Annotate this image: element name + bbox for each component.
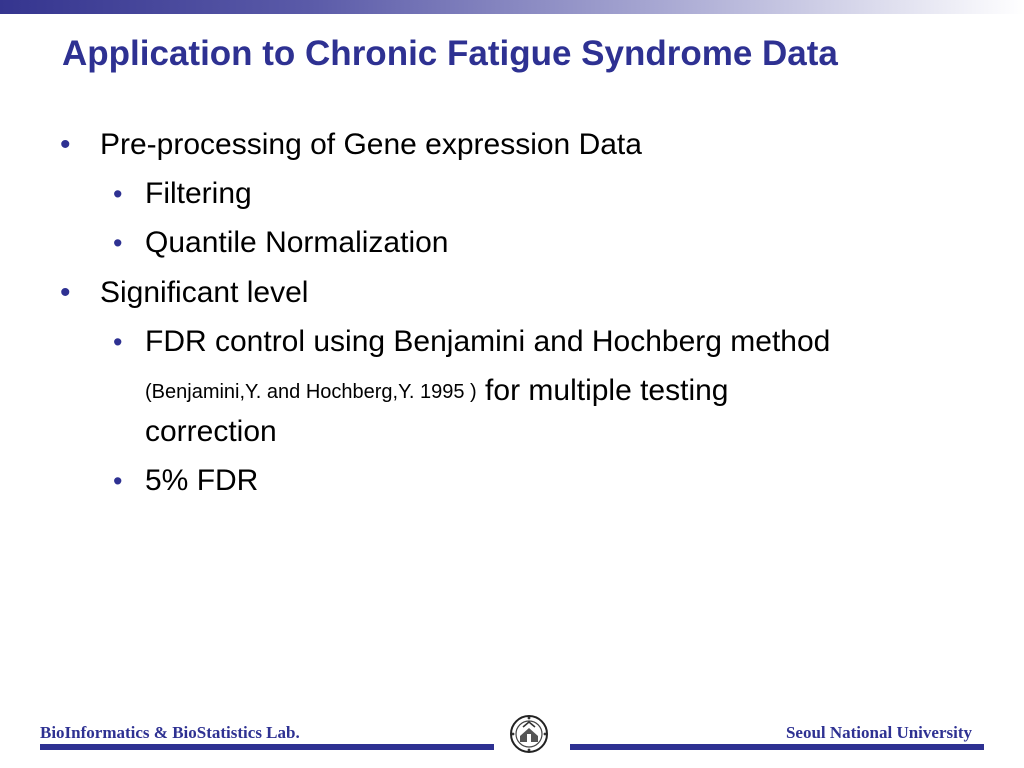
- bullet-marker: •: [113, 228, 123, 258]
- bullet-fdr-control-continued: [145, 373, 729, 410]
- footer-rule-left: [40, 744, 494, 750]
- citation-reference: (Benjamini,Y. and Hochberg,Y. 1995 ): [145, 381, 477, 403]
- footer-university-name: Seoul National University: [785, 723, 972, 742]
- bullet-fdr-control: FDR control using Benjamini and Hochberg method: [145, 325, 831, 358]
- bullet-marker: •: [113, 466, 123, 496]
- university-emblem-icon: [509, 714, 549, 754]
- footer-rule-right: [570, 744, 984, 750]
- bullet-fdr-control-cont-text: for multiple testing: [485, 374, 729, 407]
- bullet-marker: •: [60, 276, 71, 309]
- bullet-preprocessing: Pre-processing of Gene expression Data: [100, 128, 642, 161]
- bullet-marker: •: [60, 128, 71, 161]
- bullet-marker: •: [113, 179, 123, 209]
- footer-lab-name: BioInformatics & BioStatistics Lab.: [40, 723, 300, 742]
- bullet-fdr-control-correction: correction: [145, 415, 277, 448]
- bullet-significant-level: Significant level: [100, 276, 309, 309]
- bullet-marker: •: [113, 327, 123, 357]
- bullet-five-percent-fdr: 5% FDR: [145, 464, 259, 497]
- bullet-quantile-normalization: Quantile Normalization: [145, 226, 449, 259]
- slide-title: Application to Chronic Fatigue Syndrome Data: [62, 34, 838, 73]
- bullet-filtering: Filtering: [145, 177, 252, 210]
